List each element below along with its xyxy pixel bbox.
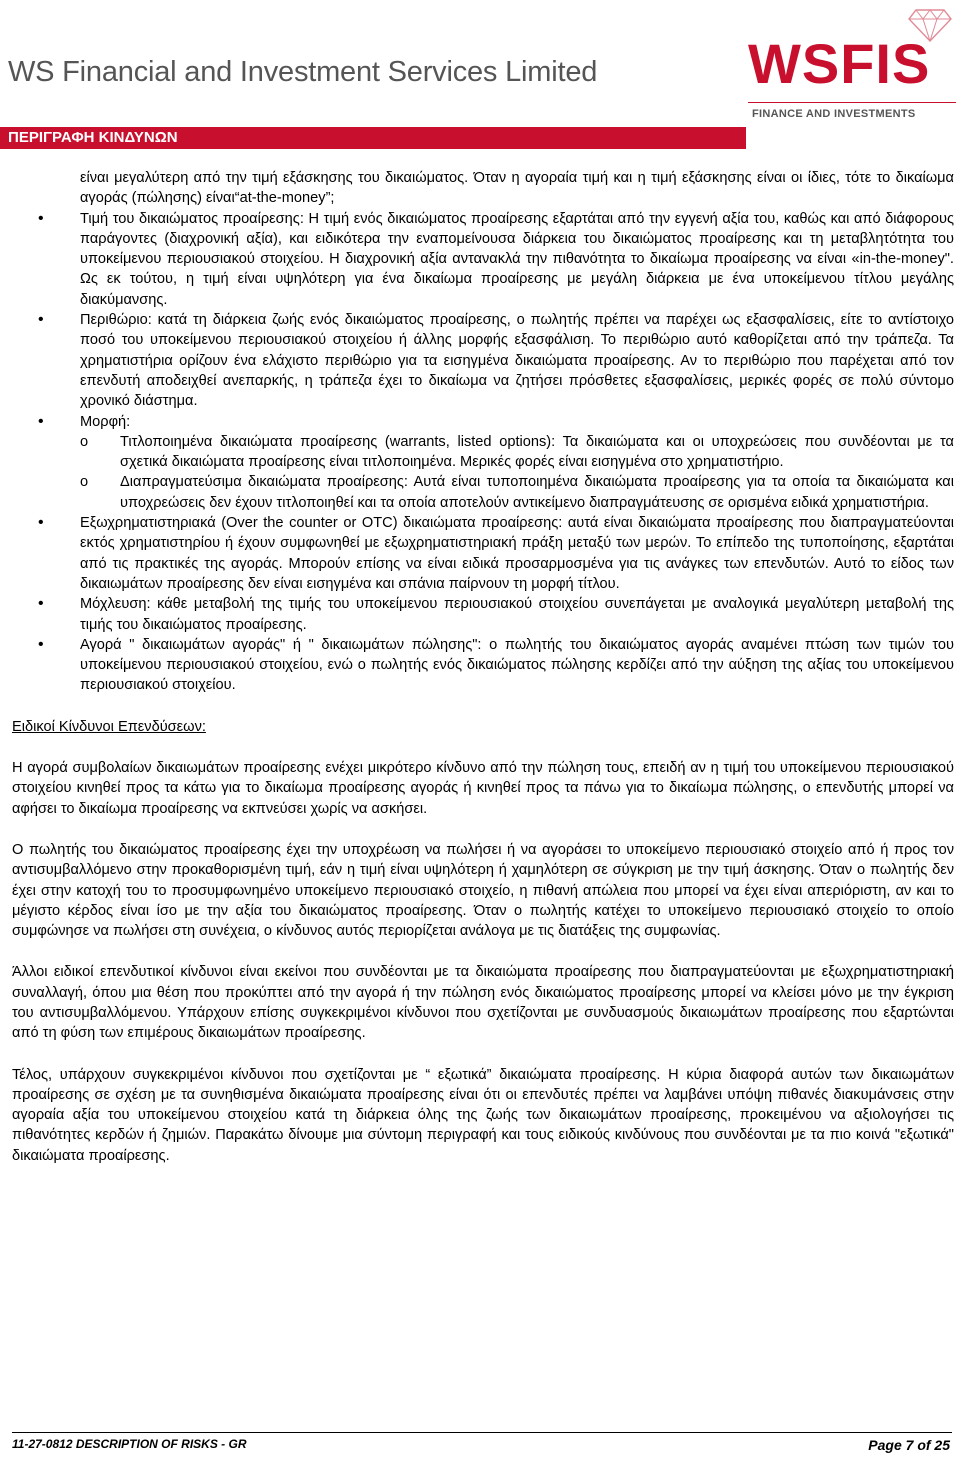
section-title: ΠΕΡΙΓΡΑΦΗ ΚΙΝΔΥΝΩΝ — [8, 129, 178, 146]
list-item: • Μόχλευση: κάθε μεταβολή της τιμής του υποκείμενου περιουσιακού στοιχείου συνεπάγεται με αναλογικά μεγαλύτερη μεταβολή της τιμής του δικαιώματος προαίρεσης. — [12, 594, 954, 635]
sub-list-item: o Τιτλοποιημένα δικαιώματα προαίρεσης (warrants, listed options): Τα δικαιώματα και οι υποχρεώσεις που συνδέονται με τα σχετικά δικαιώματα προαίρεσης είναι τιτλοποιημένα. Μερικές φορές είναι εισηγμένα στο χρηματιστήριο. — [80, 432, 954, 473]
paragraph: Άλλοι ειδικοί επενδυτικοί κίνδυνοι είναι εκείνοι που συνδέονται με τα δικαιώματα προαίρεσης που διαπραγματεύονται με εξωχρηματιστηριακή συναλλαγή, όπου μια θέση που προκύπτει από την αγορά ή την πώληση ενός δικαιώματος προαίρεσης μπορεί να κλείσει μόνο με την έγκριση του αντισυμβαλλόμενου. Υπάρχουν επίσης συγκεκριμένοι κίνδυνοι που σχετίζονται με συνδυασμούς δικαιωμάτων προαίρεσης που εξαρτώνται από τη φύση των επιμέρους δικαιωμάτων προαίρεσης. — [12, 964, 954, 1042]
document-body — [12, 168, 954, 1166]
list-item: • Περιθώριο: κατά τη διάρκεια ζωής ενός δικαιώματος προαίρεσης, ο πωλητής πρέπει να παρέχει ως εξασφαλίσεις, είτε το αντίστοιχο ποσό του υποκείμενου περιουσιακού στοιχείου ή άλλης μορφής εξασφάλιση. Το περιθώριο αυτό καθορίζεται από την τράπεζα. Τα χρηματιστήρια ορίζουν ένα ελάχιστο περιθώριο για τα εισηγμένα δικαιώματα προαίρεσης. Αν το περιθώριο που παρέχεται από τον επενδυτή αποδειχθεί ανεπαρκής, η τράπεζα έχει το δικαίωμα να ζητήσει πρόσθετες εξασφαλίσεις, μερικές φορές σε πολύ σύντομο χρονικό διάστημα. — [12, 310, 954, 411]
section-heading: Ειδικοί Κίνδυνοι Επενδύσεων: — [12, 718, 206, 735]
paragraph: Τέλος, υπάρχουν συγκεκριμένοι κίνδυνοι που σχετίζονται με “ εξωτικά” δικαιώματα προαίρεσης. Η κύρια διαφορά αυτών των δικαιωμάτων προαίρεσης σε σχέση με τα συνηθισμένα δικαιώματα προαίρεσης είναι ότι οι επενδυτές πρέπει να λαμβάνει υπόψη πιθανές διακυμάνσεις στην αγοραία αξία του υποκείμενου στοιχείου κατά τη διάρκεια όλης της ζωής των δικαιωμάτων προαίρεσης, προκειμένου να αξιολογήσει τις πιθανότητες κερδών ή ζημιών. Παρακάτω δίνουμε μια σύντομη περιγραφή και τους ειδικούς κινδύνους που συνδέονται με τα πιο κοινά "εξωτικά" δικαιώματα προαίρεσης. — [12, 1066, 954, 1164]
list-item: • Εξωχρηματιστηριακά (Over the counter or OTC) δικαιώματα προαίρεσης: αυτά είναι δικαιώματα προαίρεσης που διαπραγματεύονται εκτός χρηματιστηρίου ή έχουν συμφωνηθεί με εξωχρηματιστηριακή πράξη μεταξύ των μερών. Το επίπεδο της τυποποίησης, εξαρτάται από τις πρακτικές της αγοράς. Μπορούν επίσης να είναι ειδικά προσαρμοσμένα για τις ανάγκες των επενδυτών. Αυτό το είδος των δικαιωμάτων προαίρεσης δεν είναι εισηγμένα και σπάνια παίρνουν τη μορφή τίτλου. — [12, 513, 954, 594]
sub-list-item: o Διαπραγματεύσιμα δικαιώματα προαίρεσης: Αυτά είναι τυποποιημένα δικαιώματα προαίρεσης για τα οποία τα δικαιώματα και υποχρεώσεις δεν έχουν τιτλοποιηθεί και τα οποία αποτελούν αντικείμενο διαπραγμάτευσης σε ορισμένα ειδικά χρηματιστήρια. — [80, 472, 954, 513]
list-item-text: Μορφή: — [80, 413, 131, 430]
logo-rule — [748, 102, 956, 103]
footer-rule — [12, 1432, 952, 1433]
list-item: • Αγορά " δικαιωμάτων αγοράς" ή " δικαιωμάτων πώλησης": ο πωλητής του δικαιώματος αγοράς αναμένει πτώση των τιμών του υποκείμενου περιουσιακού στοιχείου, ενώ ο πωλητής ενός δικαιώματος πώλησης κερδίζει από την αύξηση της αξίας του υποκείμενου περιουσιακού στοιχείου. — [12, 635, 954, 696]
bullet-list — [12, 209, 954, 696]
intro-continuation: είναι μεγαλύτερη από την τιμή εξάσκησης του δικαιώματος. Όταν η αγοραία τιμή και η τιμή εξάσκησης είναι οι ίδιες, τότε το δικαίωμα αγοράς (πώλησης) είναι“at-the-money”; — [80, 170, 954, 207]
section-banner — [0, 127, 746, 149]
company-name: WS Financial and Investment Services Limited — [8, 56, 598, 88]
list-item: • Τιμή του δικαιώματος προαίρεσης: Η τιμή ενός δικαιώματος προαίρεσης εξαρτάται από την εγγενή αξία του, καθώς και από διάφορους παράγοντες (διαχρονική αξία), και ειδικότερα την εναπομείνουσα διάρκεια του δικαιώματος προαίρεσης και τη μεταβλητότητα του υποκείμενου περιουσιακού στοιχείου. Η διαχρονική αξία αντανακλά την πιθανότητα το δικαίωμα προαίρεσης να είναι «in-the-money". Ως εκ τούτου, η τιμή είναι υψηλότερη για ένα δικαίωμα προαίρεσης με μεγάλη διάρκεια με ένα υποκείμενου τίτλου μεγάλης διακύμανσης. — [12, 209, 954, 310]
logo-wordmark: WSFIS — [748, 32, 931, 95]
paragraph: Η αγορά συμβολαίων δικαιωμάτων προαίρεσης ενέχει μικρότερο κίνδυνο από την πώληση τους, επειδή αν η τιμή του υποκείμενου περιουσιακού στοιχείου κινηθεί προς τα κάτω για το δικαίωμα προαίρεσης αγοράς ή κινηθεί προς τα πάνω για το δικαίωμα πώλησης, ο επενδυτής μπορεί να αφήσει το δικαίωμα προαίρεσης να εκπνεύσει χωρίς να ασκήσει. — [12, 760, 954, 817]
logo-subtitle: FINANCE AND INVESTMENTS — [752, 108, 916, 120]
company-logo — [748, 8, 958, 120]
document-reference: 11-27-0812 DESCRIPTION OF RISKS - GR — [12, 1437, 247, 1451]
paragraph: Ο πωλητής του δικαιώματος προαίρεσης έχει την υποχρέωση να πωλήσει ή να αγοράσει το υποκείμενο περιουσιακό στοιχείο από ή προς τον αντισυμβαλλόμενο στην προκαθορισμένη τιμή, εάν η τιμή είναι υψηλότερη ή χαμηλότερη σε σύγκριση με την τιμή άσκησης. Όταν ο πωλητής δεν έχει στην κατοχή του το προσυμφωνημένο υποκείμενο περιουσιακό στοιχείο, η πιθανή απώλεια που μπορεί να έχει είναι απεριόριστη, αν και το μέγιστο κέρδος είναι ίσο με την αξία του δικαιώματος προαίρεσης. Όταν ο πωλητής κατέχει το υποκείμενο περιουσιακό στοιχείο το οποίο συμφώνησε να πωλήσει στη συνέχεια, ο κίνδυνος αυτός περιορίζεται ανάλογα με τις διατάξεις της συμφωνίας. — [12, 841, 954, 940]
list-item — [12, 412, 954, 513]
sub-bullet-list — [80, 432, 954, 513]
page-number: Page 7 of 25 — [868, 1437, 950, 1453]
